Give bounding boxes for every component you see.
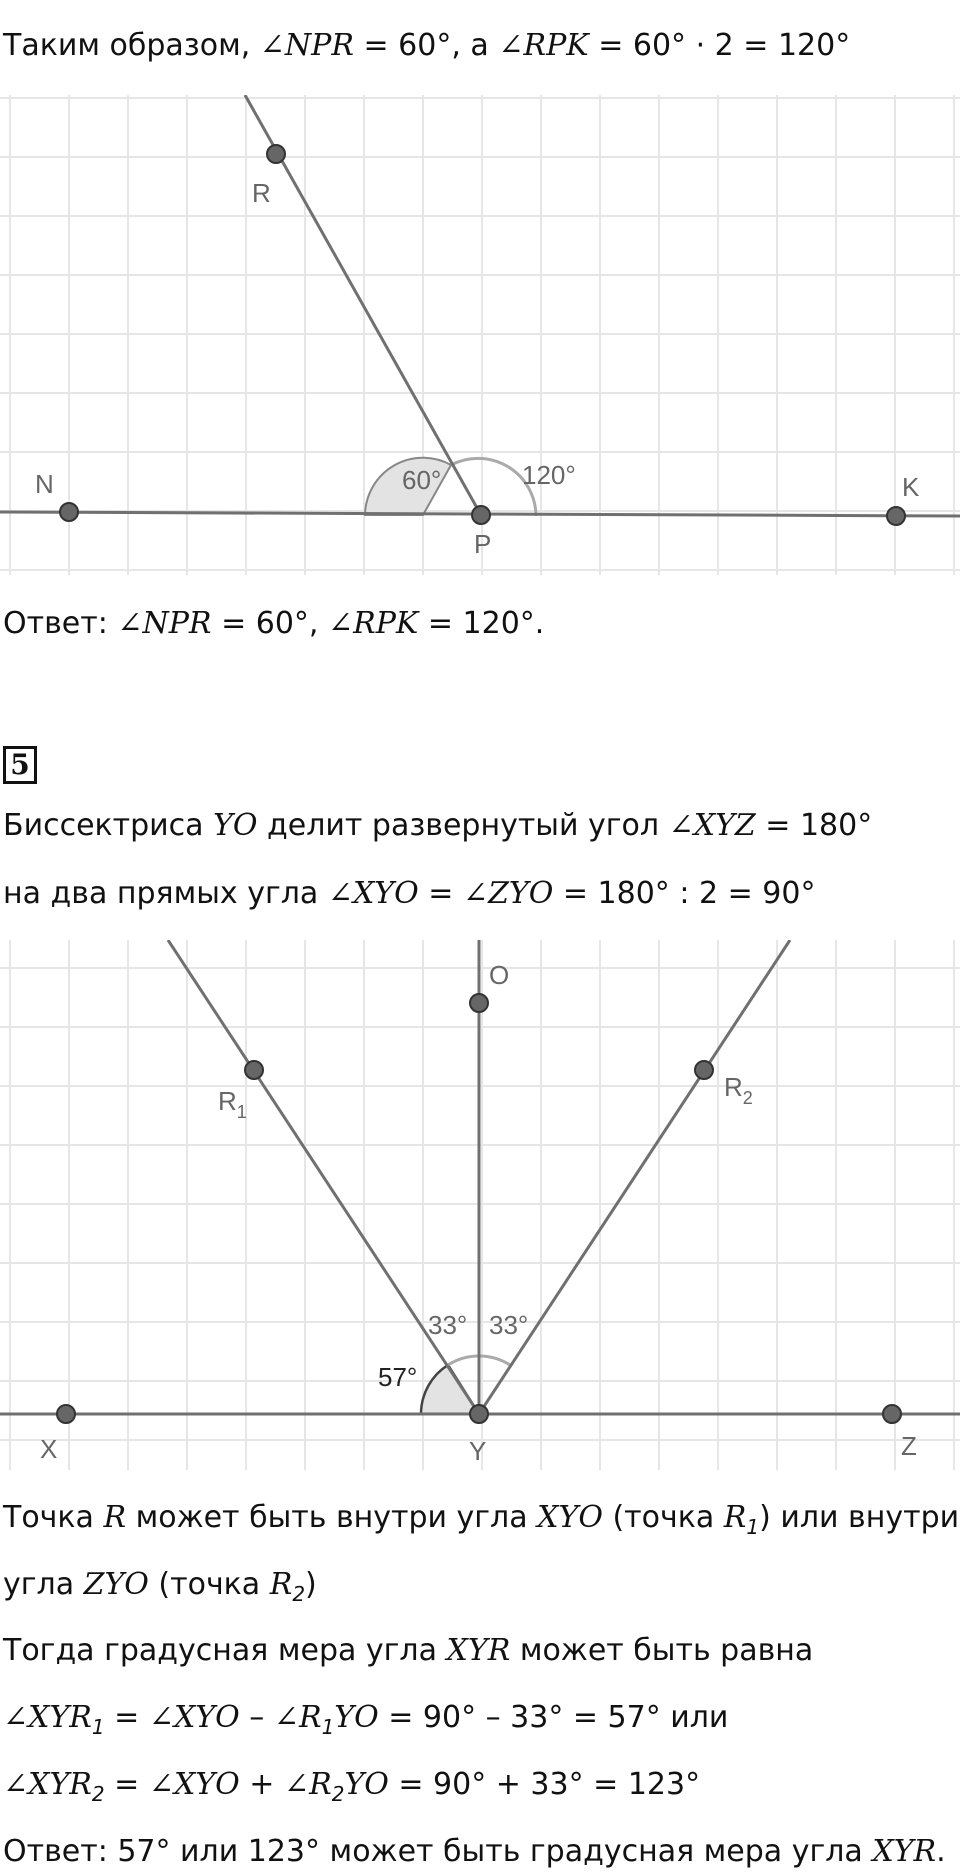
label-r1: [218, 1086, 247, 1122]
statement-point-r: [3, 1500, 959, 1538]
text-part: = 90° + 33° = 123°: [388, 1767, 701, 1802]
math-r: R: [723, 1500, 747, 1535]
text-part: Биссектриса: [3, 808, 214, 843]
text-part: ) или внутри: [759, 1500, 960, 1535]
text-part: Ответ: 57° или 123° может быть градусная мера угла: [3, 1834, 873, 1869]
math-yo: YO: [213, 808, 258, 843]
label-n: N: [35, 469, 54, 499]
text-part: может быть внутри угла: [126, 1500, 538, 1535]
math-r: R: [103, 1500, 127, 1535]
label-r1-letter: R: [218, 1086, 237, 1116]
ray-yr2: [479, 940, 790, 1414]
text-part: Таким образом,: [3, 28, 260, 63]
point-r1: [245, 1061, 263, 1079]
math-rpk: ∠RPK: [328, 606, 419, 641]
statement-degree-measure: [3, 1633, 813, 1669]
math-r: ∠R: [283, 1767, 332, 1802]
angle-label-57: 57°: [378, 1362, 418, 1392]
text-part: угла: [3, 1567, 84, 1602]
figure-angle-xyz: [0, 940, 960, 1475]
text-part: = 120°.: [418, 606, 545, 641]
angle-label-33-left: 33°: [428, 1310, 468, 1340]
point-k: [887, 507, 905, 525]
point-r: [267, 145, 285, 163]
math-subscript: 2: [292, 1582, 306, 1606]
math-subscript: 1: [746, 1515, 760, 1539]
math-xyo: ∠XYO: [148, 1700, 240, 1735]
text-part: +: [239, 1767, 284, 1802]
math-rpk: ∠RPK: [498, 28, 589, 63]
text-part: .: [936, 1834, 946, 1869]
label-r2: [724, 1072, 753, 1108]
angle-label-33-right: 33°: [489, 1310, 529, 1340]
task-number: 5: [3, 746, 37, 784]
point-y: [470, 1405, 488, 1423]
math-yo: YO: [334, 1700, 379, 1735]
statement-angles: [3, 28, 850, 64]
math-xyr: XYR: [446, 1633, 511, 1668]
text-part: ): [305, 1567, 317, 1602]
grid: [0, 95, 960, 575]
math-zyo: ∠ZYO: [462, 876, 554, 911]
math-xyr: XYR: [872, 1834, 937, 1869]
figure-angle-npk: [0, 95, 960, 585]
statement-right-angles: [3, 876, 815, 912]
text-part: = 180°: [755, 808, 873, 843]
math-xyo: ∠XYO: [327, 876, 419, 911]
math-subscript: 1: [321, 1715, 335, 1739]
text-part: = 60° · 2 = 120°: [588, 28, 851, 63]
text-part: = 60°, а: [353, 28, 499, 63]
math-xyo: XYO: [537, 1500, 603, 1535]
label-o: O: [489, 960, 510, 990]
label-z: Z: [901, 1431, 917, 1461]
text-part: = 60°,: [211, 606, 328, 641]
text-part: Точка: [3, 1500, 104, 1535]
text-part: (точка: [602, 1500, 724, 1535]
text-part: = 90° – 33° = 57° или: [378, 1700, 729, 1735]
statement-bisector: [3, 808, 872, 844]
point-o: [470, 994, 488, 1012]
label-p: P: [474, 529, 492, 559]
point-r2: [695, 1061, 713, 1079]
text-part: Тогда градусная мера угла: [3, 1633, 447, 1668]
figure-1-svg: [0, 95, 960, 585]
point-z: [883, 1405, 901, 1423]
math-r: R: [269, 1567, 293, 1602]
math-npr: ∠NPR: [117, 606, 212, 641]
math-xyz: ∠XYZ: [668, 808, 756, 843]
text-part: может быть равна: [510, 1633, 814, 1668]
label-x: X: [40, 1434, 58, 1464]
math-subscript: 2: [91, 1782, 105, 1806]
math-subscript: 1: [91, 1715, 105, 1739]
text-part: =: [104, 1767, 149, 1802]
label-k: K: [902, 472, 920, 502]
label-r2-letter: R: [724, 1072, 743, 1102]
angle-label-60: 60°: [402, 465, 442, 495]
point-x: [57, 1405, 75, 1423]
text-part: на два прямых угла: [3, 876, 328, 911]
math-xyr: ∠XYR: [3, 1767, 92, 1802]
math-npr: ∠NPR: [259, 28, 354, 63]
figure-2-svg: [0, 940, 960, 1475]
text-part: –: [239, 1700, 274, 1735]
formula-xyr2: [3, 1767, 700, 1805]
label-r: R: [252, 178, 271, 208]
point-p: [472, 506, 490, 524]
math-yo: YO: [344, 1767, 389, 1802]
text-part: Ответ:: [3, 606, 118, 641]
label-r1-sub: 1: [236, 1102, 247, 1122]
math-xyo: ∠XYO: [148, 1767, 240, 1802]
text-part: делит развернутый угол: [257, 808, 669, 843]
math-zyo: ZYO: [83, 1567, 149, 1602]
text-part: (точка: [148, 1567, 270, 1602]
angle-label-120: 120°: [522, 460, 576, 490]
math-xyr: ∠XYR: [3, 1700, 92, 1735]
point-n: [60, 503, 78, 521]
math-subscript: 2: [331, 1782, 345, 1806]
statement-angle-zyo: [3, 1567, 317, 1605]
text-part: =: [104, 1700, 149, 1735]
answer-2: [3, 1834, 946, 1870]
text-part: =: [418, 876, 463, 911]
formula-xyr1: [3, 1700, 728, 1738]
label-y: Y: [469, 1436, 487, 1466]
answer-1: [3, 606, 544, 642]
text-part: = 180° : 2 = 90°: [553, 876, 816, 911]
label-r2-sub: 2: [742, 1088, 753, 1108]
math-r: ∠R: [273, 1700, 322, 1735]
ray-yr1: [168, 940, 479, 1414]
